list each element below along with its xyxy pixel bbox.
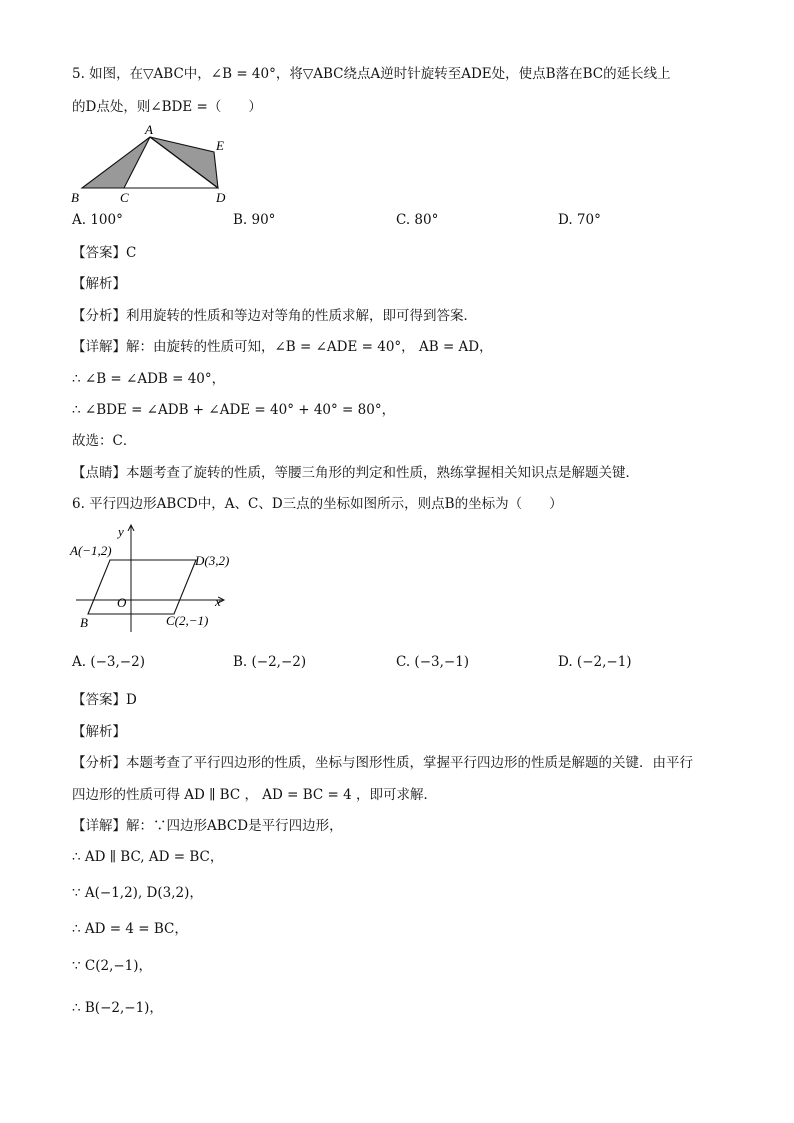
q5-step2: ∴ ∠BDE = ∠ADB + ∠ADE = 40° + 40° = 80°， xyxy=(72,402,396,418)
q5-step1: ∴ ∠B = ∠ADB = 40°， xyxy=(72,371,226,387)
q6-detail: 【详解】解：∵四边形ABCD是平行四边形， xyxy=(72,818,343,834)
q5-label-a: A xyxy=(145,122,153,137)
q6-analysis-line1: 【分析】本题考查了平行四边形的性质，坐标与图形性质，掌握平行四边形的性质是解题的关键．由平行 xyxy=(72,755,693,771)
q5-triangle-abc xyxy=(82,137,150,188)
q6-label-c: C(2,−1) xyxy=(166,613,209,628)
q6-label-b: B xyxy=(80,615,88,630)
q5-jiexi-heading: 【解析】 xyxy=(72,276,126,292)
q5-option-d: D. 70° xyxy=(558,212,601,228)
q5-stem-line2: 的D点处，则∠BDE =（ ） xyxy=(72,99,262,115)
q5-comment: 【点睛】本题考查了旋转的性质，等腰三角形的判定和性质，熟练掌握相关知识点是解题关键． xyxy=(72,465,639,481)
q5-answer: 【答案】C xyxy=(72,245,137,261)
q5-detail: 【详解】解：由旋转的性质可知，∠B = ∠ADE = 40°， AB = AD， xyxy=(72,339,493,355)
q6-parallelogram xyxy=(88,560,196,614)
q5-label-d: D xyxy=(216,190,226,205)
q6-step1: ∴ AD ∥ BC, AD = BC， xyxy=(72,849,224,865)
q5-option-a: A. 100° xyxy=(72,212,123,228)
q6-label-x: x xyxy=(215,594,221,609)
q6-step3: ∴ AD = 4 = BC， xyxy=(72,921,188,937)
q6-label-y: y xyxy=(118,524,124,539)
q6-step4: ∵ C(2,−1)， xyxy=(72,958,153,974)
q6-label-d: D(3,2) xyxy=(195,553,230,568)
q6-stem: 6. 平行四边形ABCD中，A、C、D三点的坐标如图所示，则点B的坐标为（ ） xyxy=(72,496,563,512)
q6-options xyxy=(72,654,732,676)
q6-option-d: D. (−2,−1) xyxy=(558,654,632,670)
q6-option-b: B. (−2,−2) xyxy=(233,654,307,670)
q6-analysis-line2: 四边形的性质可得 AD ∥ BC ， AD = BC = 4 ，即可求解． xyxy=(72,787,438,803)
q5-option-b: B. 90° xyxy=(233,212,276,228)
q6-jiexi-heading: 【解析】 xyxy=(72,724,126,740)
q6-figure xyxy=(66,520,246,640)
q5-figure xyxy=(66,120,236,208)
q6-option-c: C. (−3,−1) xyxy=(396,654,470,670)
q5-choose: 故选：C． xyxy=(72,433,137,449)
q6-answer: 【答案】D xyxy=(72,692,137,708)
q6-step2: ∵ A(−1,2), D(3,2)， xyxy=(72,885,203,901)
q5-analysis: 【分析】利用旋转的性质和等边对等角的性质求解，即可得到答案． xyxy=(72,308,477,324)
q6-label-a: A(−1,2) xyxy=(70,543,112,558)
q5-options xyxy=(72,212,732,234)
q5-option-c: C. 80° xyxy=(396,212,439,228)
q5-label-b: B xyxy=(71,190,79,205)
q5-stem-line1: 5. 如图，在▽ABC中，∠B = 40°，将▽ABC绕点A逆时针旋转至ADE处，使点B落在BC的延长线上 xyxy=(72,66,671,82)
q6-step5: ∴ B(−2,−1)， xyxy=(72,1000,163,1016)
q5-label-c: C xyxy=(120,190,129,205)
q6-label-o: O xyxy=(117,595,127,610)
q6-option-a: A. (−3,−2) xyxy=(72,654,145,670)
q5-label-e: E xyxy=(216,138,224,153)
